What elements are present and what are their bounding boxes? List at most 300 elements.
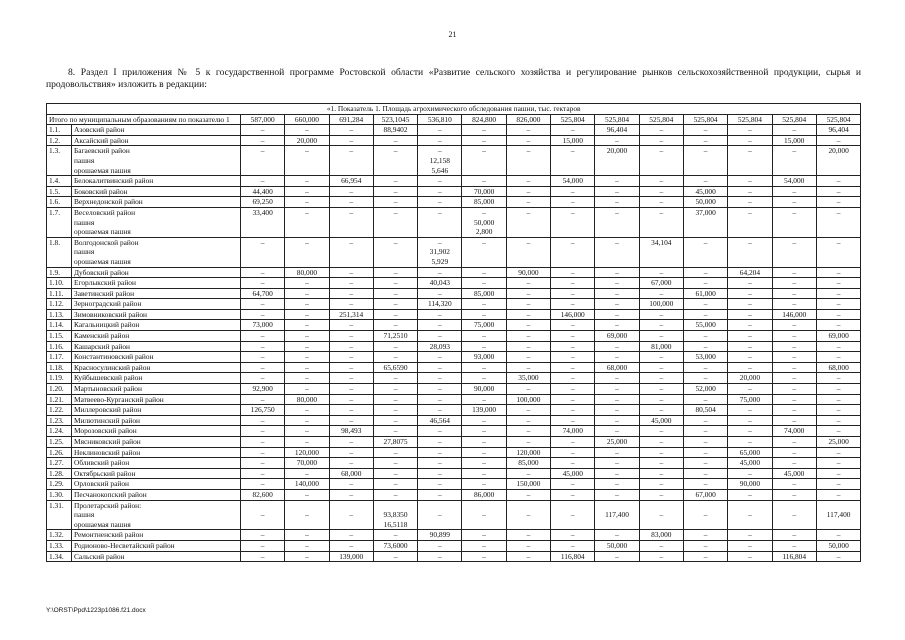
value-cell: – — [639, 309, 683, 320]
district-name: Верхнедонской район — [71, 197, 143, 207]
value-cell: – — [816, 384, 861, 395]
value-cell: 85,000 — [462, 197, 506, 208]
value-cell: – — [506, 468, 550, 479]
value-cell: – — [462, 426, 506, 437]
district-name: Зимовниковский район — [71, 310, 147, 320]
value-cell: – — [772, 331, 816, 342]
value-cell: 64,700 — [241, 288, 285, 299]
total-value-cell: 525,804 — [772, 114, 816, 125]
value-cell: – — [285, 278, 329, 289]
district-name: Кашарский район — [71, 342, 130, 352]
value-cell: – — [816, 278, 861, 289]
value-cell: – — [683, 299, 727, 310]
table-caption: «1. Показатель 1. Площадь агрохимического обследования пашни, тыс. гектаров — [47, 104, 861, 115]
value-cell: 100,000 — [506, 394, 550, 405]
value-cell: – — [241, 352, 285, 363]
value-cell: – — [241, 426, 285, 437]
value-cell: – — [772, 237, 816, 267]
district-name: Егорлыкский район — [71, 278, 136, 288]
value-cell: – — [728, 331, 772, 342]
district-cell — [47, 479, 241, 490]
value-cell: – — [506, 362, 550, 373]
value-cell: – — [551, 207, 595, 237]
value-cell: 146,000 — [772, 309, 816, 320]
table-row — [47, 540, 861, 551]
row-number: 1.4. — [49, 176, 61, 186]
value-cell: 54,000 — [551, 176, 595, 187]
value-cell: – — [329, 125, 373, 136]
value-cell: – — [462, 237, 506, 267]
value-cell: – — [329, 320, 373, 331]
value-cell: – — [373, 320, 417, 331]
district-cell — [47, 331, 241, 342]
value-cell: – — [683, 125, 727, 136]
total-label: Итого по муниципальным образованиям по показателю 1 — [47, 114, 241, 125]
district-cell — [47, 489, 241, 500]
value-cell: – — [506, 135, 550, 146]
value-cell: – — [285, 468, 329, 479]
value-cell: – — [418, 540, 462, 551]
value-cell: – — [816, 176, 861, 187]
value-cell: – — [506, 237, 550, 267]
value-cell: – — [329, 415, 373, 426]
value-cell: – — [772, 278, 816, 289]
table-row — [47, 309, 861, 320]
table-row — [47, 384, 861, 395]
table-row — [47, 500, 861, 530]
value-cell: – — [595, 186, 639, 197]
district-name: Азовский район — [71, 125, 125, 135]
value-cell: 92,900 — [241, 384, 285, 395]
value-cell: 75,000 — [728, 394, 772, 405]
value-cell: – — [241, 278, 285, 289]
value-cell: – — [728, 146, 772, 176]
value-cell: – — [639, 500, 683, 530]
value-cell: – — [639, 186, 683, 197]
table-row — [47, 437, 861, 448]
value-cell: – — [551, 489, 595, 500]
value-cell: – — [816, 267, 861, 278]
district-name: Пролетарский район: пашня орошаемая пашня — [71, 501, 141, 530]
value-cell: – — [728, 320, 772, 331]
value-cell: – — [506, 341, 550, 352]
table-row — [47, 352, 861, 363]
value-cell: – — [373, 405, 417, 416]
value-cell: – — [241, 551, 285, 562]
value-cell: – — [506, 197, 550, 208]
value-cell: – — [772, 341, 816, 352]
value-cell: – — [816, 299, 861, 310]
table-row — [47, 394, 861, 405]
value-cell: – — [329, 458, 373, 469]
value-cell: – — [241, 479, 285, 490]
value-cell: – — [418, 447, 462, 458]
value-cell: – — [639, 447, 683, 458]
row-number: 1.14. — [49, 320, 64, 330]
value-cell: – — [639, 135, 683, 146]
table-row — [47, 135, 861, 146]
value-cell: – — [241, 267, 285, 278]
value-cell: – — [506, 437, 550, 448]
value-cell: 66,954 — [329, 176, 373, 187]
value-cell: – — [373, 551, 417, 562]
value-cell: – — [728, 197, 772, 208]
value-cell: – — [241, 125, 285, 136]
district-name: Мясниковский район — [71, 437, 141, 447]
district-cell — [47, 146, 241, 176]
table-row — [47, 207, 861, 237]
district-name: Морозовский район — [71, 426, 137, 436]
district-name: Октябрьский район — [71, 469, 135, 479]
value-cell: – — [595, 468, 639, 479]
value-cell: 54,000 — [772, 176, 816, 187]
value-cell: 139,000 — [462, 405, 506, 416]
value-cell: 117,400 — [816, 500, 861, 530]
value-cell: 55,000 — [683, 320, 727, 331]
value-cell: – — [285, 437, 329, 448]
district-name: Неклиновский район — [71, 448, 140, 458]
value-cell: – — [551, 237, 595, 267]
value-cell: 52,000 — [683, 384, 727, 395]
value-cell: – — [462, 530, 506, 541]
value-cell: – — [418, 500, 462, 530]
value-cell: – — [639, 197, 683, 208]
value-cell: 120,000 — [506, 447, 550, 458]
value-cell: – — [551, 479, 595, 490]
value-cell: – — [816, 237, 861, 267]
value-cell: 90,000 — [506, 267, 550, 278]
value-cell: – — [418, 331, 462, 342]
value-cell: – — [506, 540, 550, 551]
value-cell: – — [418, 437, 462, 448]
table-row — [47, 530, 861, 541]
value-cell: – — [595, 479, 639, 490]
district-cell — [47, 384, 241, 395]
table-body — [47, 104, 861, 562]
value-cell: – — [728, 176, 772, 187]
value-cell: 20,000 — [285, 135, 329, 146]
value-cell: – — [418, 352, 462, 363]
value-cell: – — [373, 530, 417, 541]
row-number: 1.34. — [49, 551, 64, 561]
district-cell — [47, 362, 241, 373]
value-cell: – — [418, 176, 462, 187]
value-cell: – — [285, 237, 329, 267]
total-row — [47, 114, 861, 125]
value-cell: 80,000 — [285, 394, 329, 405]
value-cell: – — [285, 197, 329, 208]
value-cell: 90,000 — [462, 384, 506, 395]
value-cell: – — [373, 373, 417, 384]
district-cell — [47, 186, 241, 197]
value-cell: – — [772, 352, 816, 363]
value-cell: 71,2510 — [373, 331, 417, 342]
value-cell: 80,000 — [285, 267, 329, 278]
value-cell: – — [285, 309, 329, 320]
value-cell: – — [772, 405, 816, 416]
district-cell — [47, 176, 241, 187]
value-cell: – — [418, 458, 462, 469]
value-cell: – — [373, 288, 417, 299]
value-cell: – — [506, 500, 550, 530]
value-cell: – — [506, 309, 550, 320]
value-cell: 85,000 — [462, 288, 506, 299]
value-cell: – — [816, 468, 861, 479]
value-cell: 67,000 — [683, 489, 727, 500]
value-cell: – — [683, 415, 727, 426]
value-cell: – — [373, 135, 417, 146]
value-cell: – — [329, 362, 373, 373]
value-cell: – — [728, 352, 772, 363]
district-cell — [47, 125, 241, 136]
value-cell: – — [595, 176, 639, 187]
district-name: Песчанокопский район — [71, 490, 147, 500]
district-cell — [47, 288, 241, 299]
value-cell: 80,504 — [683, 405, 727, 416]
value-cell: – — [241, 146, 285, 176]
value-cell: 69,000 — [595, 331, 639, 342]
district-name: Багаевский район пашня орошаемая пашня — [71, 146, 131, 175]
value-cell: – — [418, 479, 462, 490]
row-number: 1.21. — [49, 394, 64, 404]
value-cell: – — [816, 373, 861, 384]
table-caption-row — [47, 104, 861, 115]
value-cell: 69,000 — [816, 331, 861, 342]
total-value-cell: 824,800 — [462, 114, 506, 125]
value-cell: 40,043 — [418, 278, 462, 289]
value-cell: – — [373, 267, 417, 278]
value-cell: – — [728, 530, 772, 541]
row-number: 1.26. — [49, 447, 64, 457]
value-cell: – — [595, 551, 639, 562]
value-cell: 116,804 — [772, 551, 816, 562]
value-cell: – — [418, 186, 462, 197]
value-cell: – — [639, 437, 683, 448]
total-value-cell: 525,804 — [728, 114, 772, 125]
value-cell: – — [418, 426, 462, 437]
total-value-cell: 536,810 — [418, 114, 462, 125]
value-cell: – — [285, 551, 329, 562]
value-cell: – — [285, 186, 329, 197]
value-cell: – — [285, 540, 329, 551]
value-cell: – — [373, 479, 417, 490]
value-cell: – — [551, 146, 595, 176]
value-cell: 146,000 — [551, 309, 595, 320]
value-cell: – — [506, 489, 550, 500]
value-cell: – — [285, 176, 329, 187]
value-cell: – — [329, 146, 373, 176]
value-cell: – — [551, 530, 595, 541]
value-cell: – — [241, 458, 285, 469]
value-cell: – — [462, 176, 506, 187]
value-cell: – — [462, 437, 506, 448]
value-cell: – — [418, 468, 462, 479]
district-cell — [47, 135, 241, 146]
value-cell: 98,493 — [329, 426, 373, 437]
value-cell: – — [418, 551, 462, 562]
value-cell: – — [639, 405, 683, 416]
value-cell: – — [506, 207, 550, 237]
value-cell: – — [683, 468, 727, 479]
value-cell: 45,000 — [683, 186, 727, 197]
value-cell: – — [683, 500, 727, 530]
value-cell: – — [241, 176, 285, 187]
row-number: 1.16. — [49, 341, 64, 351]
table-row — [47, 237, 861, 267]
district-name: Дубовский район — [71, 268, 129, 278]
value-cell: – — [373, 207, 417, 237]
value-cell: 20,000 — [816, 146, 861, 176]
row-number: 1.25. — [49, 437, 64, 446]
value-cell: 15,000 — [551, 135, 595, 146]
value-cell: – — [506, 299, 550, 310]
value-cell: – — [551, 447, 595, 458]
value-cell: – 31,902 5,929 — [418, 237, 462, 267]
value-cell: – — [639, 176, 683, 187]
district-name: Куйбышевский район — [71, 373, 142, 383]
value-cell: – — [506, 278, 550, 289]
value-cell: – — [639, 373, 683, 384]
value-cell: – — [285, 341, 329, 352]
value-cell: – — [683, 135, 727, 146]
value-cell: – — [373, 394, 417, 405]
value-cell: – — [329, 299, 373, 310]
value-cell: – — [506, 146, 550, 176]
table-row — [47, 186, 861, 197]
value-cell: 117,400 — [595, 500, 639, 530]
district-cell — [47, 341, 241, 352]
value-cell: – — [728, 207, 772, 237]
value-cell: – — [462, 458, 506, 469]
value-cell: 45,000 — [772, 468, 816, 479]
row-number: 1.13. — [49, 309, 64, 319]
district-cell — [47, 373, 241, 384]
value-cell: – — [462, 373, 506, 384]
table-row — [47, 426, 861, 437]
value-cell: – — [772, 394, 816, 405]
value-cell: – — [418, 288, 462, 299]
value-cell: – — [551, 125, 595, 136]
value-cell: – — [418, 394, 462, 405]
value-cell: 61,000 — [683, 288, 727, 299]
district-name: Мартыновский район — [71, 384, 142, 394]
value-cell: – — [285, 373, 329, 384]
value-cell: – — [462, 341, 506, 352]
value-cell: 139,000 — [329, 551, 373, 562]
value-cell: – — [639, 384, 683, 395]
value-cell: – — [816, 320, 861, 331]
row-number: 1.8. — [49, 237, 61, 247]
value-cell: – — [551, 384, 595, 395]
table-row — [47, 146, 861, 176]
value-cell: – — [639, 394, 683, 405]
value-cell: – — [772, 437, 816, 448]
value-cell: – — [772, 415, 816, 426]
value-cell: 126,750 — [241, 405, 285, 416]
value-cell: – — [241, 447, 285, 458]
row-number: 1.9. — [49, 267, 61, 277]
value-cell: – 12,158 5,646 — [418, 146, 462, 176]
value-cell: 96,404 — [595, 125, 639, 136]
value-cell: 25,000 — [816, 437, 861, 448]
value-cell: 73,6000 — [373, 540, 417, 551]
value-cell: – — [816, 352, 861, 363]
district-cell — [47, 415, 241, 426]
value-cell: – — [241, 437, 285, 448]
value-cell: – — [241, 540, 285, 551]
value-cell: – — [241, 500, 285, 530]
value-cell: – — [418, 207, 462, 237]
value-cell: – — [816, 405, 861, 416]
value-cell: – — [772, 146, 816, 176]
value-cell: – — [639, 125, 683, 136]
value-cell: – — [241, 362, 285, 373]
value-cell: – — [285, 125, 329, 136]
value-cell: – — [639, 468, 683, 479]
row-number: 1.33. — [49, 540, 64, 550]
value-cell: – — [506, 415, 550, 426]
value-cell: – — [551, 540, 595, 551]
district-cell — [47, 468, 241, 479]
value-cell: – — [639, 288, 683, 299]
value-cell: – — [241, 394, 285, 405]
row-number: 1.10. — [49, 278, 64, 288]
district-cell — [47, 320, 241, 331]
value-cell: – — [285, 362, 329, 373]
value-cell: – — [816, 197, 861, 208]
value-cell: – — [816, 489, 861, 500]
value-cell: – — [551, 394, 595, 405]
value-cell: – — [595, 278, 639, 289]
value-cell: – — [418, 125, 462, 136]
table-row — [47, 458, 861, 469]
value-cell: – — [728, 405, 772, 416]
value-cell: – — [329, 530, 373, 541]
total-value-cell: 525,804 — [551, 114, 595, 125]
value-cell: 93,8350 16,5118 — [373, 500, 417, 530]
value-cell: – — [329, 267, 373, 278]
row-number: 1.24. — [49, 426, 64, 436]
district-name: Боковский район — [71, 187, 128, 197]
row-number: 1.32. — [49, 530, 64, 540]
value-cell: – — [285, 415, 329, 426]
value-cell: – — [639, 207, 683, 237]
value-cell: – — [595, 135, 639, 146]
value-cell: 114,320 — [418, 299, 462, 310]
intro-paragraph: 8. Раздел I приложения № 5 к государственной программе Ростовской области «Развитие сельского хозяйства и регулирование рынков сельскохозяйственной продукции, сырья и продовольствия» изложить в редакции: — [46, 67, 861, 90]
row-number: 1.7. — [49, 207, 61, 217]
value-cell: – — [418, 362, 462, 373]
value-cell: – — [285, 146, 329, 176]
value-cell: – — [285, 530, 329, 541]
district-name: Заветинский район — [71, 289, 134, 299]
district-cell — [47, 426, 241, 437]
value-cell: – — [728, 341, 772, 352]
value-cell: – — [551, 341, 595, 352]
value-cell: – — [595, 320, 639, 331]
row-number: 1.19. — [49, 373, 64, 383]
value-cell: – — [551, 437, 595, 448]
value-cell: – — [683, 394, 727, 405]
value-cell: – — [595, 415, 639, 426]
value-cell: – — [728, 489, 772, 500]
value-cell: – — [595, 197, 639, 208]
value-cell: – — [816, 288, 861, 299]
table-row — [47, 176, 861, 187]
value-cell: – — [285, 207, 329, 237]
district-cell — [47, 299, 241, 310]
value-cell: – — [329, 278, 373, 289]
